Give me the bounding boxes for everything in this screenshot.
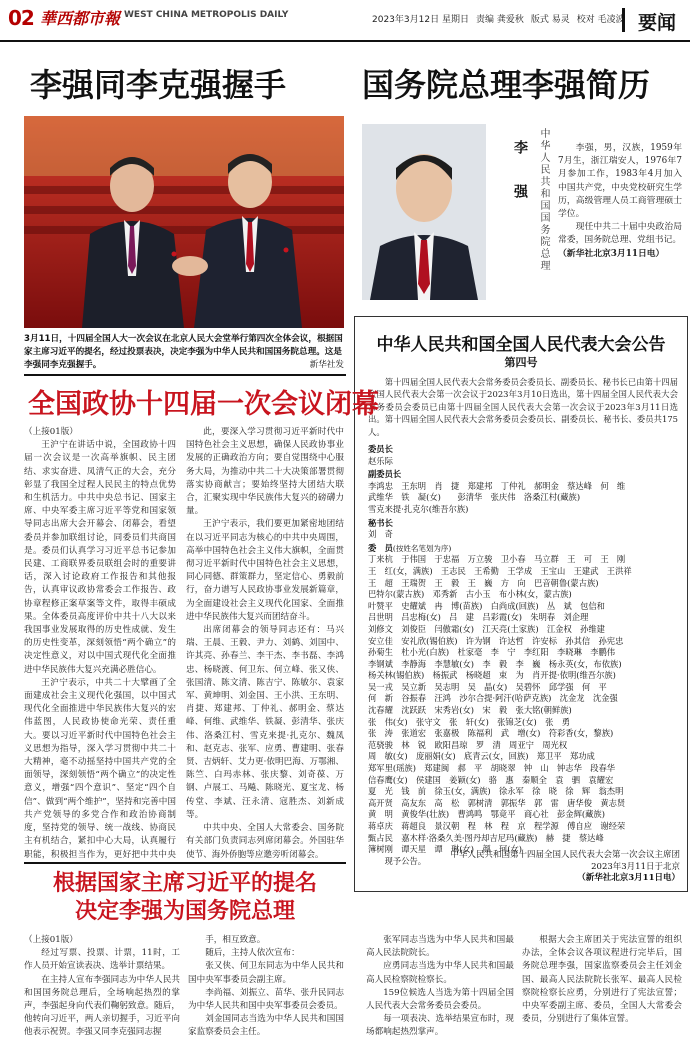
member-row: 沈春耀 沈跃跃 宋秀岩(女) 宋 毅 张大铭(朝鲜族) [368, 705, 572, 716]
member-row: 巴特尔(蒙古族) 邓秀新 古小玉 布小林(女，蒙古族) [368, 589, 572, 600]
story4-paragraph: 刘金国同志当选为中华人民共和国国家监察委员会主任。 [188, 1014, 344, 1038]
story4-column-2 [188, 934, 344, 1046]
story4-headline [24, 870, 346, 926]
member-row: 甄占民 嘉木样·洛桑久美·图丹却吉尼玛(藏族) 赫 捷 蔡达峰 [368, 832, 604, 843]
signature-issuer: 中华人民共和国第十四届全国人民代表大会第一次会议主席团 [450, 850, 680, 860]
member-row: 黄 明 黄俊华(壮族) 曹鸿鸣 鄂竟平 商心社 彭金辉(藏族) [368, 809, 605, 820]
story1-headline: 李强同李克强握手 [30, 66, 287, 104]
announcement-signature [354, 850, 680, 885]
member-row: 范骁骏 林 锐 欧阳昌琼 罗 清 周亚宁 周光权 [368, 739, 568, 750]
secretary-name: 刘 奇 [368, 529, 393, 540]
signature-source: （新华社北京3月11日电） [577, 873, 680, 883]
story4-column-4 [522, 934, 682, 1046]
story4-column-3 [366, 934, 514, 1046]
story4-paragraph: 随后，主持人依次宣布： [205, 948, 300, 959]
portrait-photo-image [362, 124, 486, 300]
member-row: 杨关林(锡伯族) 杨振武 杨晓超 束 为 肖开提·依明(维吾尔族) [368, 670, 616, 681]
member-row: 叶赞平 史耀斌 冉 博(苗族) 白尚成(回族) 丛 斌 包信和 [368, 600, 605, 611]
member-row: 夏 光 钱 前 徐玉(女，满族) 徐永军 徐 晓 徐 辉 翁杰明 [368, 786, 624, 797]
announcement-closing: 现予公告。 [384, 855, 427, 866]
secretary-label: 秘书长 [368, 517, 393, 528]
story4-paragraph: 159位候选人当选为第十四届全国人民代表大会常务委员会委员。 [366, 987, 514, 1012]
person-title: 中华人民共和国国务院总理 [538, 128, 549, 272]
story4-paragraph: （上接01版） [24, 935, 78, 945]
chair-name: 赵乐际 [368, 455, 393, 466]
story3-paragraph: （上接01版） [24, 427, 78, 437]
story4-paragraph: 在主持人宣布李强同志为中华人民共和国国务院总理后，全场响起热烈的掌声，李强起身向代表们鞠躬致意。随后，他转向习近平，两人亲切握手，习近平向他表示祝贺。李强又同李克强同志握 [24, 974, 180, 1038]
vice-chair-row: 武维华 铁 凝(女) 彭清华 张庆伟 洛桑江村(藏族) [368, 492, 581, 503]
vice-chair-row: 雪克来提·扎克尔(维吾尔族) [368, 503, 469, 514]
story4-paragraph: 手，相互致意。 [205, 935, 266, 945]
story4-column-4-text [522, 934, 682, 1026]
story3-column-2 [186, 426, 344, 860]
story3-headline: 全国政协十四届一次会议闭幕 [28, 389, 379, 420]
story4-paragraph: 张军同志当选为中华人民共和国最高人民法院院长。 [366, 935, 514, 959]
story3-paragraph: 王沪宁在讲话中说，全国政协十四届一次会议是一次高举旗帜、民主团结、求实奋进、凤清气正的大会，充分彰显了我国全过程人民民主的特点优势和生机活力。中共中央总书记、国家主席、中央军委主席习近平等党和国家领导同志出席大会开幕会、闭幕会，看望委员并参加联组讨论，同委员们共商国是。委员们认真学习习近平总书记参加民建、工商联界委员联组会时的重要讲话，深入讨论政府工作报告和其他报告，认真审议政协常委会工作报告、政协章程修正案草案等文件，取得丰硕成果。全体委员高度评价中共十八大以来我国事业发展取得的历史性成就、发生的历史性变革，深刻领悟“两个确立”的决定性意义，对以中国式现代化全面推进中华民族伟大复兴充满必胜信心。 [24, 440, 176, 675]
member-row: 安立佳 安礼欣(锡伯族) 许为钢 许达哲 许安标 孙其信 孙宪忠 [368, 635, 624, 646]
story4-headline-line-1: 根据国家主席习近平的提名 [52, 871, 317, 896]
member-row: 王 红(女，满族) 王志民 王希勤 王学成 王宝山 王建武 王洪祥 [368, 565, 632, 576]
vice-chair-label: 副委员长 [368, 469, 402, 480]
issue-date: 2023年3月12日 星期日 [372, 15, 469, 25]
member-row: 吕世明 吕忠梅(女) 吕 建 吕彩霞(女) 朱明春 刘企理 [368, 612, 589, 623]
vice-chair-list [368, 481, 682, 516]
story3-paragraph: 此，要深入学习贯彻习近平新时代中国特色社会主义思想，确保人民政协事业发展的正确政治方向；要自觉围绕中心服务大局，为推动中共二十大决策部署贯彻落实协商献言；要始终坚持大团结大联合，汇聚实现中华民族伟大复兴的磅礴力量。 [186, 427, 344, 517]
bio-text [558, 142, 682, 312]
member-row: 高开贤 高友东 高 松 郭树清 郭振华 郭 雷 唐华俊 黄志贤 [368, 797, 626, 808]
layout-editor: 版式 易灵 [530, 15, 570, 25]
member-row: 张 涛 张道宏 张嘉极 陈福利 武 增(女) 符彩香(女，黎族) [368, 728, 614, 739]
story4-headline-line-2: 决定李强为国务院总理 [74, 899, 295, 924]
issue-meta [372, 12, 632, 25]
announcement-intro-text: 第十四届全国人民代表大会常务委员会委员长、副委员长、秘书长已由第十四届全国人民代表大会第一次会议于2023年3月10日选出，第十四届全国人民代表大会常务委员会委员已由第十四届全国人民代表大会第一次会议于2023年3月11日选出。第十四届全国人民代表大会常务委员会委员长、副委员长、秘书长、委员共175人。 [368, 377, 678, 437]
story3-paragraph: 王沪宁表示，我们要更加紧密地团结在以习近平同志为核心的中共中央周围，高举中国特色社会主义伟大旗帜，全面贯彻习近平新时代中国特色社会主义思想，同心同德、群策群力，坚定信心、勇毅前行，奋力谱写人民政协事业发展新篇章，为全面建设社会主义现代化国家、全面推进中华民族伟大复兴而团结奋斗。 [186, 519, 344, 622]
members-note: (按姓名笔划为序) [392, 543, 452, 553]
story4-column-1 [24, 934, 180, 1046]
story4-paragraph: 根据大会主席团关于宪法宣誓的组织办法，全体会议各项议程进行完毕后，国务院总理李强，国家监察委员会主任刘金国、最高人民法院院长张军、最高人民检察院检察长应勇，分别进行了宪法宣誓；中央军委副主席、委员，全国人大常委会委员，分别进行了集体宣誓。 [522, 935, 682, 1025]
member-row: 蒋卓庆 蒋超良 景汉朝 程 林 程 京 程学源 傅自应 谢经荣 [368, 821, 626, 831]
members-label: 委 员 [368, 542, 393, 553]
proofreader: 校对 毛凌波 [576, 15, 625, 25]
story4-paragraph: 应勇同志当选为中华人民共和国最高人民检察院检察长。 [366, 961, 514, 985]
bio-source: （新华社北京3月11日电） [558, 248, 665, 259]
story2-headline: 国务院总理李强简历 [362, 66, 651, 104]
story4-column-1-text [24, 934, 180, 1040]
story4-column-2-text [188, 934, 344, 1040]
bio-paragraph-1: 李强，男，汉族，1959年7月生，浙江瑞安人，1976年7月参加工作，1983年4月加入中国共产党，中央党校研究生学历，高级管理人员工商管理硕士学位。 [558, 143, 682, 220]
member-list [368, 554, 682, 855]
divider [24, 374, 346, 376]
section-label: 要闻 [622, 8, 689, 32]
member-row: 信春鹰(女) 侯建国 姜颖(女) 骆 惠 秦顺全 袁 驷 袁耀宏 [368, 774, 614, 785]
story4-paragraph: 李尚福、刘振立、苗华、张升民同志为中华人民共和国中央军事委员会委员。 [188, 987, 344, 1012]
story4-paragraph: 每一项表决、选举结果宣布时，现场都响起热烈掌声。 [366, 1014, 514, 1038]
member-row: 李钢斌 李静海 李慧敏(女) 李 毅 李 巍 杨永英(女，布依族) [368, 658, 622, 669]
announcement-title: 中华人民共和国全国人民代表大会公告 [376, 335, 666, 355]
member-row: 张 伟(女) 张守文 张 轩(女) 张锦芝(女) 张 勇 [368, 716, 570, 727]
announcement-intro [368, 376, 678, 440]
story3-column-2-text [186, 426, 344, 860]
story3-paragraph: 王沪宁表示，中共二十大擘画了全面建成社会主义现代化强国，以中国式现代化全面推进中华民族伟大复兴的宏伟蓝图，人民政协使命光荣、责任重大。要以习近平新时代中国特色社会主义思想为指导，深入学习贯彻中共二十大精神，毫不动摇坚持中国共产党的全面领导，深刻领悟“两个确立”的决定性意义，增强“四个意识”、坚定“四个自信”、做到“两个维护”，坚持和完善中国共产党领导的多党合作和政治协商制度，坚持党的领导、统一战线、协商民主有机结合，紧扣中心大局，认真履行职能，积极担当作为，更好把中共中央 [24, 677, 176, 860]
member-row: 孙菊生 杜小光(白族) 杜家毫 李 宁 李红阳 李晓琳 李鹏伟 [368, 647, 616, 658]
announcement-number: 第四号 [504, 356, 538, 369]
person-name: 李 强 [512, 140, 528, 206]
member-row: 何 新 谷振春 汪鸿 沙尔合提·阿汗(哈萨克族) 沈金龙 沈金强 [368, 693, 618, 704]
handshake-photo-image [24, 116, 344, 328]
story3-column-1 [24, 426, 176, 860]
member-row: 郑军里(瑶族) 郑建闽 郝 平 胡晓翠 钟 山 钟志华 段春华 [368, 763, 616, 774]
chair-label: 委员长 [368, 444, 393, 454]
member-row: 吴一戎 吴立新 吴志明 吴 晶(女) 吴碧怀 邱学强 何 平 [368, 681, 607, 692]
story3-paragraph: 出席闭幕会的领导同志还有：马兴瑞、王晨、王毅、尹力、刘鹤、刘国中、许其亮、孙春兰、李干杰、李书磊、李鸿忠、杨晓渡、何卫东、何立峰、张又侠、张国清、陈文清、陈吉宁、陈敏尔、袁家军、黄坤明、刘金国、王小洪、王东明、肖捷、郑建邦、丁仲礼、郝明金、蔡达峰、何维、武维华、铁凝、彭清华、张庆伟、洛桑江村、雪克来提·扎克尔、魏凤和、赵克志、张军、应勇、曹建明、张春贤、吉炳轩、艾力更·依明巴海、万鄂湘、陈竺、白玛赤林、张庆黎、刘奇葆、万钢、卢展工、马飚、陈晓光、夏宝龙、杨传堂、李斌、汪永清、寇胜杰、刘新成等。 [186, 625, 344, 820]
page-number: 02 [8, 6, 34, 30]
signature-date: 2023年3月11日于北京 [591, 861, 680, 872]
bio-paragraph-2: 现任中共二十届中央政治局常委，国务院总理、党组书记。 [558, 222, 682, 246]
story4-paragraph: 张又侠、何卫东同志为中华人民共和国中央军事委员会副主席。 [188, 961, 344, 985]
member-row: 刘修文 刘俊臣 闫傲霜(女) 江天亮(土家族) 江金权 孙维建 [368, 623, 605, 634]
newspaper-logo: 華西都市報 [40, 9, 121, 28]
story4-column-3-text [366, 934, 514, 1040]
standing-committee-roster [368, 444, 682, 867]
member-row: 簿树刚 谭天星 谭 琳(女) 颜 珂(女) [368, 844, 522, 855]
newspaper-english-name: WEST CHINA METROPOLIS DAILY [124, 10, 289, 20]
story4-paragraph: 经过写票、投票、计票，11时，工作人员开始宣读表决、选举计票结果。 [24, 948, 180, 972]
divider [24, 862, 346, 864]
vice-chair-row: 李鸿忠 王东明 肖 捷 郑建邦 丁仲礼 郝明金 蔡达峰 何 维 [368, 480, 626, 491]
portrait-photo [362, 124, 486, 300]
member-row: 丁来杭 于伟国 于忠福 万立骏 卫小春 马立群 王 可 王 刚 [368, 554, 626, 565]
story1-caption [24, 333, 344, 372]
photo-credit: 新华社发 [309, 360, 344, 370]
story3-paragraph: 中共中央、全国人大常委会、国务院有关部门负责同志列席闭幕会。外国驻华使节、海外侨胞等应邀旁听闭幕会。 [186, 823, 344, 860]
member-row: 周 敏(女) 庞丽娟(女) 底青云(女，回族) 郑卫平 郑功成 [368, 751, 595, 762]
editor: 责编 龚爱秋 [475, 15, 524, 25]
caption-text: 3月11日，十四届全国人大一次会议在北京人民大会堂举行第四次全体会议，根据国家主席习近平的提名，经过投票表决，决定李强为中华人民共和国国务院总理。这是李强同李克强握手。 [24, 334, 343, 370]
handshake-photo [24, 116, 344, 328]
member-row: 王 超 王瑞贺 王 毅 王 巍 方 向 巴音朝鲁(蒙古族) [368, 577, 599, 588]
story3-column-1-text [24, 426, 176, 860]
